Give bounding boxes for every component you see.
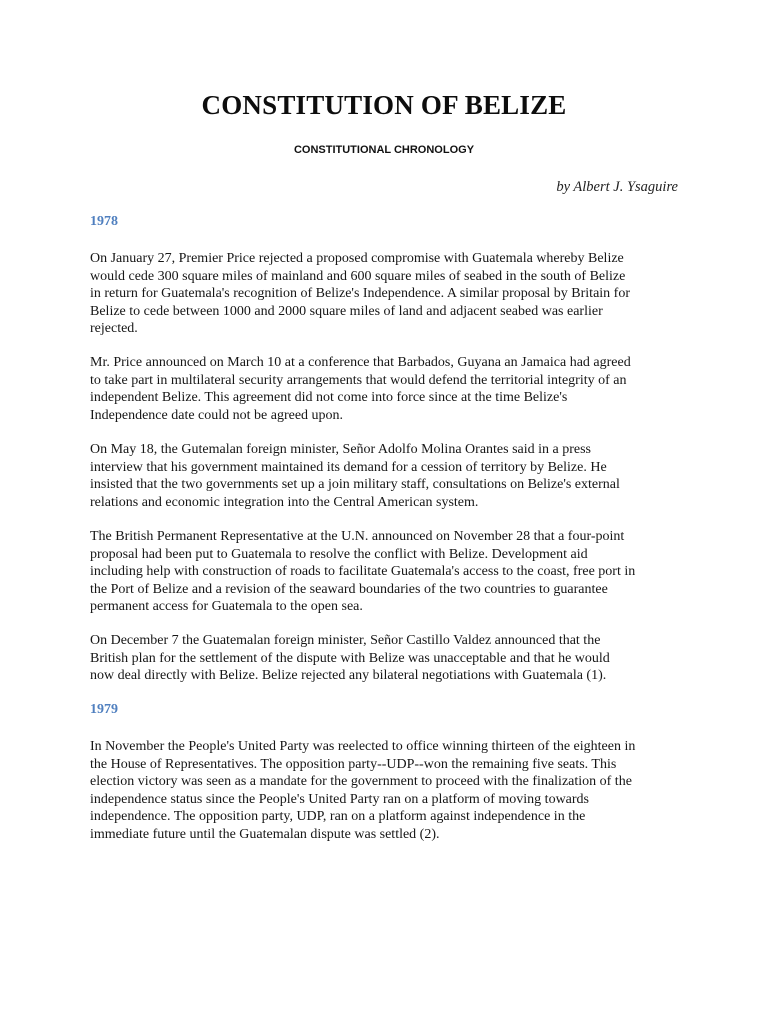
- text-line: On December 7 the Guatemalan foreign minister, Señor Castillo Valdez announced that the: [90, 633, 601, 648]
- text-line: election victory was seen as a mandate for the government to proceed with the finalization of the: [90, 774, 632, 789]
- text-line: in return for Guatemala's recognition of Belize's Independence. A similar proposal by Britain for: [90, 286, 630, 301]
- text-line: independence. The opposition party, UDP, ran on a platform against independence in the: [90, 809, 586, 824]
- text-line: including help with construction of roads to facilitate Guatemala's access to the coast, free port in: [90, 564, 636, 579]
- document-subtitle: CONSTITUTIONAL CHRONOLOGY: [293, 144, 475, 156]
- text-line: now deal directly with Belize. Belize rejected any bilateral negotiations with Guatemala (1).: [90, 668, 607, 683]
- text-line: permanent access for Guatemala to the open sea.: [90, 599, 363, 614]
- text-line: On January 27, Premier Price rejected a proposed compromise with Guatemala whereby Belize: [90, 251, 624, 266]
- paragraph-1978-4: [90, 528, 690, 616]
- paragraph-1978-2: [90, 354, 690, 424]
- text-line: interview that his government maintained its demand for a cession of territory by Belize. He: [90, 459, 607, 475]
- text-line: insisted that the two governments set up a join military staff, consultations on Belize's external: [90, 477, 620, 492]
- text-line: independent Belize. This agreement did not come into force since at the time Belize's: [90, 390, 568, 405]
- year-heading-1979: 1979: [90, 702, 118, 717]
- text-line: the House of Representatives. The opposition party--UDP--won the remaining five seats. This: [90, 756, 617, 772]
- text-line: In November the People's United Party was reelected to office winning thirteen of the eighteen in: [90, 739, 636, 754]
- text-line: Independence date could not be agreed upon.: [90, 407, 344, 423]
- text-line: immediate future until the Guatemalan dispute was settled (2).: [90, 826, 440, 842]
- text-line: rejected.: [90, 321, 138, 336]
- author-byline: by Albert J. Ysaguire: [556, 179, 678, 195]
- text-line: to take part in multilateral security arrangements that would defend the territorial integrity of an: [90, 372, 627, 388]
- text-line: proposal had been put to Guatemala to resolve the conflict with Belize. Development aid: [90, 546, 588, 562]
- paragraph-1978-1: [90, 250, 690, 338]
- text-line: would cede 300 square miles of mainland and 600 square miles of seabed in the south of Belize: [90, 268, 626, 284]
- paragraph-1978-5: [90, 632, 690, 685]
- year-heading-1978: 1978: [90, 214, 118, 229]
- text-line: The British Permanent Representative at the U.N. announced on November 28 that a four-point: [90, 529, 625, 544]
- text-line: independence status since the People's United Party ran on a platform of moving towards: [90, 791, 590, 807]
- text-line: British plan for the settlement of the dispute with Belize was unacceptable and that he would: [90, 650, 610, 666]
- text-line: On May 18, the Gutemalan foreign minister, Señor Adolfo Molina Orantes said in a press: [90, 442, 592, 457]
- text-line: Belize to cede between 1000 and 2000 square miles of land and adjacent seabed was earlier: [90, 303, 603, 319]
- paragraph-1979-1: [90, 738, 690, 843]
- document-title: CONSTITUTION OF BELIZE: [201, 90, 567, 120]
- text-line: Mr. Price announced on March 10 at a conference that Barbados, Guyana an Jamaica had agreed: [90, 355, 631, 370]
- text-line: relations and economic integration into the Central American system.: [90, 494, 479, 510]
- paragraph-1978-3: [90, 441, 690, 511]
- text-line: the Port of Belize and a revision of the seaward boundaries of the two countries to guarantee: [90, 581, 608, 597]
